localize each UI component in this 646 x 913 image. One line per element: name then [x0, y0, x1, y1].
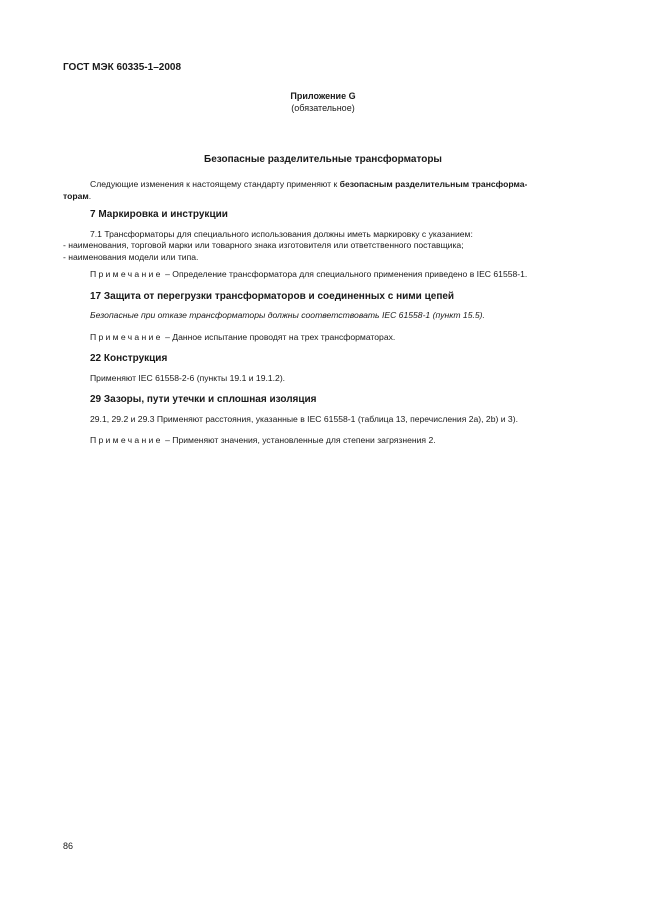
page-number: 86 [63, 841, 74, 851]
annex-status: (обязательное) [291, 103, 355, 113]
section-7-list-item-1: - наименования, торговой марки или товарного знака изготовителя или ответственного поставщика; [63, 240, 464, 250]
section-22-heading: 22 Конструкция [90, 353, 168, 364]
intro-paragraph [63, 179, 599, 202]
section-29-heading: 29 Зазоры, пути утечки и сплошная изоляция [90, 394, 317, 405]
document-body [63, 179, 599, 447]
section-17-heading: 17 Защита от перегрузки трансформаторов и соединенных с ними цепей [90, 290, 455, 302]
intro-bold-part1: безопасным разделительным трансформа- [339, 179, 528, 189]
annex-title: Безопасные разделительные трансформаторы [204, 154, 442, 165]
section-7-list-item-2: - наименования модели или типа. [63, 251, 199, 262]
section-17-note [63, 332, 599, 344]
annex-label: Приложение G [290, 91, 356, 101]
section-7-note [63, 269, 599, 281]
section-7-clause: 7.1 Трансформаторы для специального использования должны иметь маркировку с указанием: [90, 228, 473, 239]
section-29-note [63, 435, 599, 447]
note-text: – Определение трансформатора для специального применения приведено в IEC 61558-1. [162, 269, 528, 279]
note-label: Примечание [90, 435, 163, 445]
note-text: – Применяют значения, установленные для степени загрязнения 2. [162, 435, 436, 445]
note-text: – Данное испытание проводят на трех трансформаторах. [162, 331, 396, 342]
note-label: Примечание [90, 269, 163, 279]
intro-text-after: . [88, 190, 92, 201]
section-22-text: Применяют IEC 61558-2-6 (пункты 19.1 и 19.1.2). [90, 372, 286, 383]
intro-text-before: Следующие изменения к настоящему стандарту применяют к [90, 179, 340, 189]
intro-bold-part2: торам [63, 190, 89, 201]
section-17-text: Безопасные при отказе трансформаторы должны соответствовать IEC 61558-1 (пункт 15.5). [90, 310, 485, 320]
section-7-heading: 7 Маркировка и инструкции [90, 209, 228, 220]
document-header: ГОСТ МЭК 60335-1–2008 [63, 62, 182, 73]
note-label: Примечание [90, 331, 163, 342]
section-29-text: 29.1, 29.2 и 29.3 Применяют расстояния, указанные в IEC 61558-1 (таблица 13, перечисления 2a), 2b) и 3). [90, 413, 518, 424]
annex-heading [0, 90, 646, 114]
